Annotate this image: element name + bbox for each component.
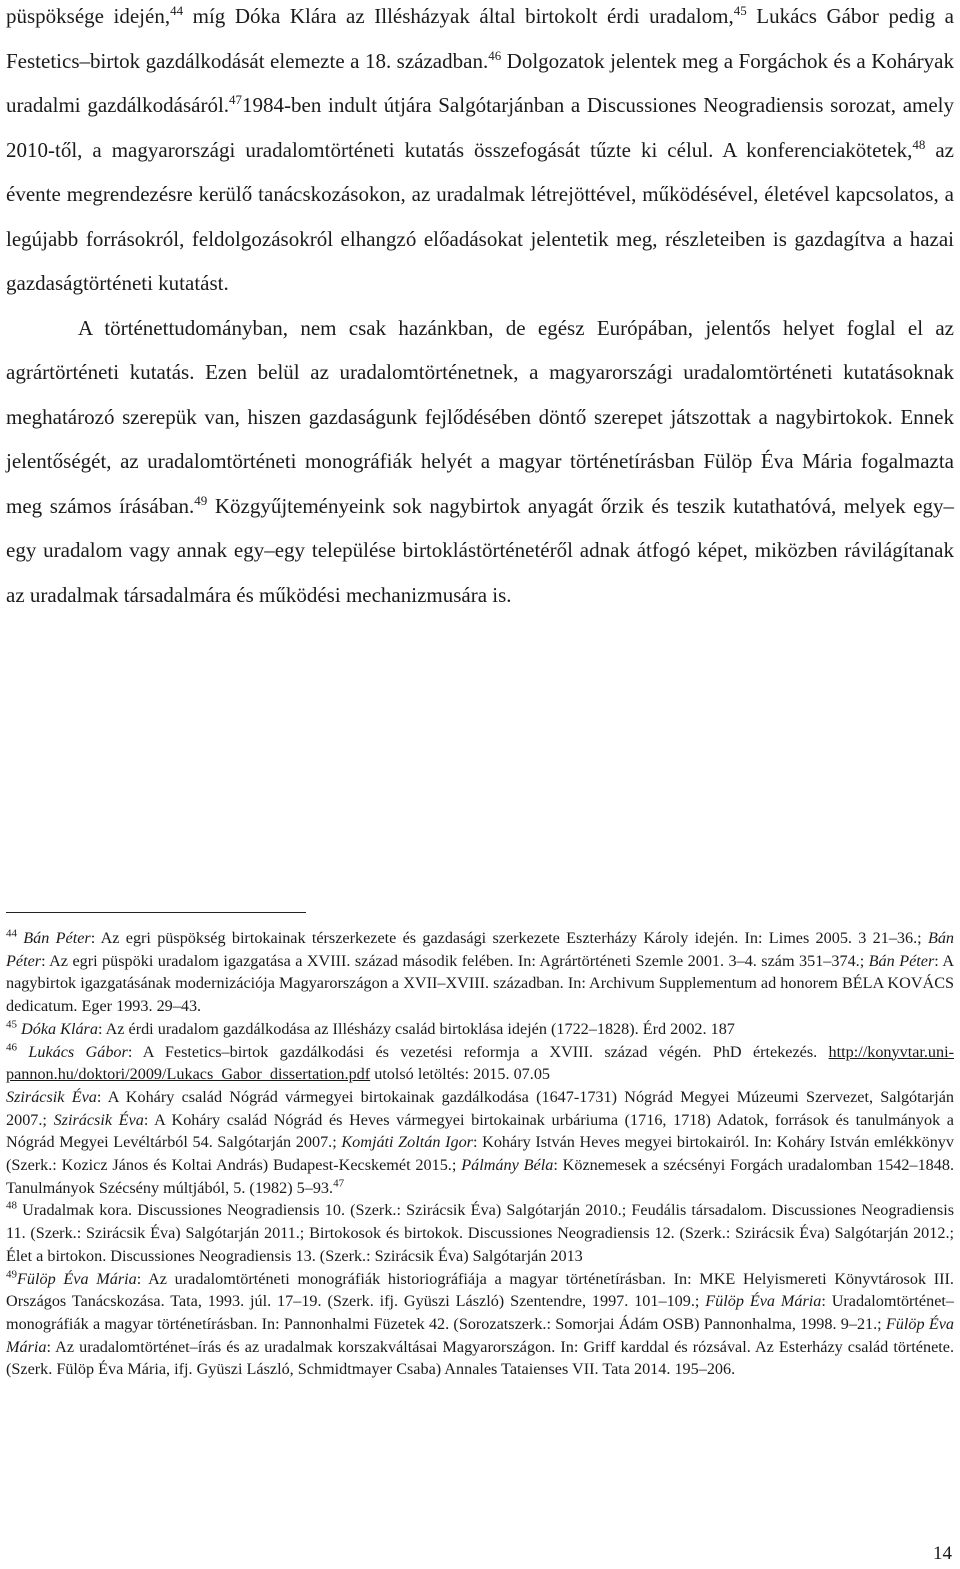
footnote-48 xyxy=(6,1199,954,1267)
citation-text: : Az érdi uradalom gazdálkodása az Illésházy család birtoklása idején (1722–1828). Érd 2002. 187 xyxy=(97,1019,735,1038)
author-name: Szirácsik Éva xyxy=(53,1110,144,1129)
text-span: püspöksége idején, xyxy=(6,4,171,28)
text-span: Lukács Gábor pedig a Festetics–birtok gazdálkodását elemezte a 18. században. xyxy=(6,4,954,73)
author-name: Pálmány Béla xyxy=(461,1156,554,1175)
citation-text: : Köznemesek a szécsényi Forgách uradalomban 1542–1848. Tanulmányok Szécsény múltjából, 5. (1982) 5–93. xyxy=(6,1156,954,1197)
author-name: Bán Péter xyxy=(868,951,935,970)
footnote-ref-44[interactable]: 44 xyxy=(170,3,184,18)
text-span: Dolgozatok jelentek meg a Forgáchok és a Koháryak uradalmi gazdálkodásáról. xyxy=(6,48,954,117)
citation-text: : Az uradalomtörténeti monográfiák historiográfiája a magyar történetírásban. In: MKE Helyismereti Könyvtárosok III. Országos Tanácskozása. Tata, 1993. júl. 17–19. (Szerk. ifj. Gyüszi László) Szentendre, 1997. 101–109.; xyxy=(6,1269,954,1311)
author-name: Szirácsik Éva xyxy=(6,1087,97,1106)
footnote-number: 44 xyxy=(6,927,17,940)
text-span: míg Dóka Klára az Illésházyak által birtokolt érdi uradalom, xyxy=(183,4,734,28)
citation-text: Uradalmak kora. Discussiones Neogradiensis 10. (Szerk.: Szirácsik Éva) Salgótarján 2010.; Feudális társadalom. Discussiones Neogradiensis 11. (Szerk.: Szirácsik Éva) Salgótarján 2011.; Birtokosok és birtokok. Discussiones Neogradiensis 12. (Szerk.: Szirácsik Éva) Salgótarján 2012.; Élet a birtokon. Discussiones Neogradiensis 13. (Szerk.: Szirácsik Éva) Salgótarján 2013 xyxy=(6,1201,954,1265)
footnote-number: 46 xyxy=(6,1041,17,1054)
footnote-45 xyxy=(6,1018,954,1041)
author-name: Fülöp Éva Mária xyxy=(705,1292,822,1311)
footnote-47-continuation xyxy=(6,1086,954,1200)
citation-text: : Az uradalomtörténet–írás és az uradalmak korszakváltásai Magyarországon. In: Griff karddal és rózsával. Az Esterházy család története. (Szerk. Fülöp Éva Mária, ifj. Gyüszi László, Schmidtmayer Csaba) Annales Tataienses VII. Tata 2014. 195–206. xyxy=(6,1337,954,1379)
citation-text: : Uradalomtörténet–monográfiák a magyar történetírásban. In: Pannonhalmi Füzetek 42. (Sorozatszerk.: Somorjai Ádám OSB) Pannonhalma, 1998. 9–21.; xyxy=(6,1292,954,1333)
footnote-separator xyxy=(6,912,306,913)
footnote-number: 47 xyxy=(333,1177,345,1190)
text-span: A történettudományban, nem csak hazánkban, de egész Európában, jelentős helyet foglal el az agrártörténeti kutatás. Ezen belül az uradalomtörténetnek, a magyarországi uradalomtörténeti kutatásoknak meghatározó szerepük van, hiszen gazdaságunk fejlődésében döntő szerepet játszottak a nagybirtokok. Ennek jelentőségét, az uradalomtörténeti monográfiák helyét a magyar történetírásban Fülöp Éva Mária fogalmazta meg számos írásában. xyxy=(6,315,954,518)
text-span: 1984-ben indult útjára Salgótarjánban a Discussiones Neogradiensis sorozat, amely 2010-től, a magyarországi uradalomtörténeti kutatás összefogását tűzte ki célul. A konferenciakötetek, xyxy=(6,93,955,162)
author-name: Fülöp Éva Mária xyxy=(6,1314,954,1356)
citation-text: : Az egri püspökség birtokainak térszerkezete és gazdasági szerkezete Eszterházy Károly idején. In: Limes 2005. 3 21–36.; xyxy=(90,929,928,947)
text-span: az évente megrendezésre kerülő tanácskozásokon, az uradalmak létrejöttével, működésével, életével kapcsolatos, a legújabb forrásokról, feldolgozásokról elhangzó előadásokat jelentetik meg, részleteiben is gazdagítva a hazai gazdaságtörténeti kutatást. xyxy=(6,137,954,295)
author-name: Lukács Gábor xyxy=(28,1042,128,1061)
footnote-49 xyxy=(6,1268,954,1382)
citation-text: utolsó letöltés: 2015. 07.05 xyxy=(370,1065,551,1084)
footnote-44 xyxy=(6,927,954,1018)
footnotes xyxy=(6,927,954,1381)
author-name: Komjáti Zoltán Igor xyxy=(341,1133,473,1152)
dissertation-link[interactable]: http://konyvtar.uni-pannon.hu/doktori/2009/Lukacs_Gabor_dissertation.pdf xyxy=(6,1042,954,1084)
citation-text: : Az egri püspöki uradalom igazgatása a XVIII. század második felében. In: Agrártörténeti Szemle 2001. 3–4. szám 351–374.; xyxy=(41,951,869,970)
footnote-number: 49 xyxy=(6,1268,17,1281)
footnote-number: 45 xyxy=(6,1018,17,1031)
footnote-ref-45[interactable]: 45 xyxy=(733,3,747,18)
citation-text: : A Festetics–birtok gazdálkodási és vezetési reformja a XVIII. század végén. PhD értekezés. xyxy=(127,1042,829,1061)
citation-text: : A nagybirtok igazgatásának modernizációja Magyarországon a XVII–XVIII. században. In: Archivum Supplementum ad honorem BÉLA KOVÁCS dedicatum. Eger 1993. 29–43. xyxy=(6,951,955,1016)
footnote-46 xyxy=(6,1041,954,1086)
footnote-number: 48 xyxy=(6,1200,17,1213)
citation-text: : A Koháry család Nógrád és Heves vármegyei birtokainak urbáriuma (1716, 1718) Adatok, források és tanulmányok a Nógrád Megyei Levéltárból 54. Salgótarján 2007.; xyxy=(6,1110,954,1152)
footnote-ref-47[interactable]: 47 xyxy=(229,92,243,107)
author-name: Dóka Klára xyxy=(21,1019,98,1038)
footnote-ref-46[interactable]: 46 xyxy=(488,47,502,63)
paragraph-2 xyxy=(6,306,954,618)
author-name: Bán Péter xyxy=(23,929,91,947)
text-span: Közgyűjteményeink sok nagybirtok anyagát őrzik és teszik kutathatóvá, melyek egy–egy uradalom vagy annak egy–egy települése birtoklástörténetéről adnak átfogó képet, miközben rávilágítanak az uradalmak társadalmára és működési mechanizmusára is. xyxy=(6,493,954,607)
footnote-ref-48[interactable]: 48 xyxy=(912,136,926,152)
author-name: Fülöp Éva Mária xyxy=(17,1269,137,1288)
footnote-ref-49[interactable]: 49 xyxy=(194,492,208,508)
page-number: 14 xyxy=(933,1543,952,1564)
author-name: Bán Péter xyxy=(6,929,955,970)
main-text xyxy=(6,0,954,617)
paragraph-1 xyxy=(6,0,954,306)
citation-text: : A Koháry család Nógrád vármegyei birtokainak gazdálkodása (1647-1731) Nógrád Megyei Múzeumi Szervezet, Salgótarján 2007.; xyxy=(6,1087,954,1129)
citation-text: : Koháry István Heves megyei birtokairól. In: Koháry István emlékkönyv (Szerk.: Kozicz János és Koltai András) Budapest-Kecskemét 2015.; xyxy=(6,1133,954,1175)
